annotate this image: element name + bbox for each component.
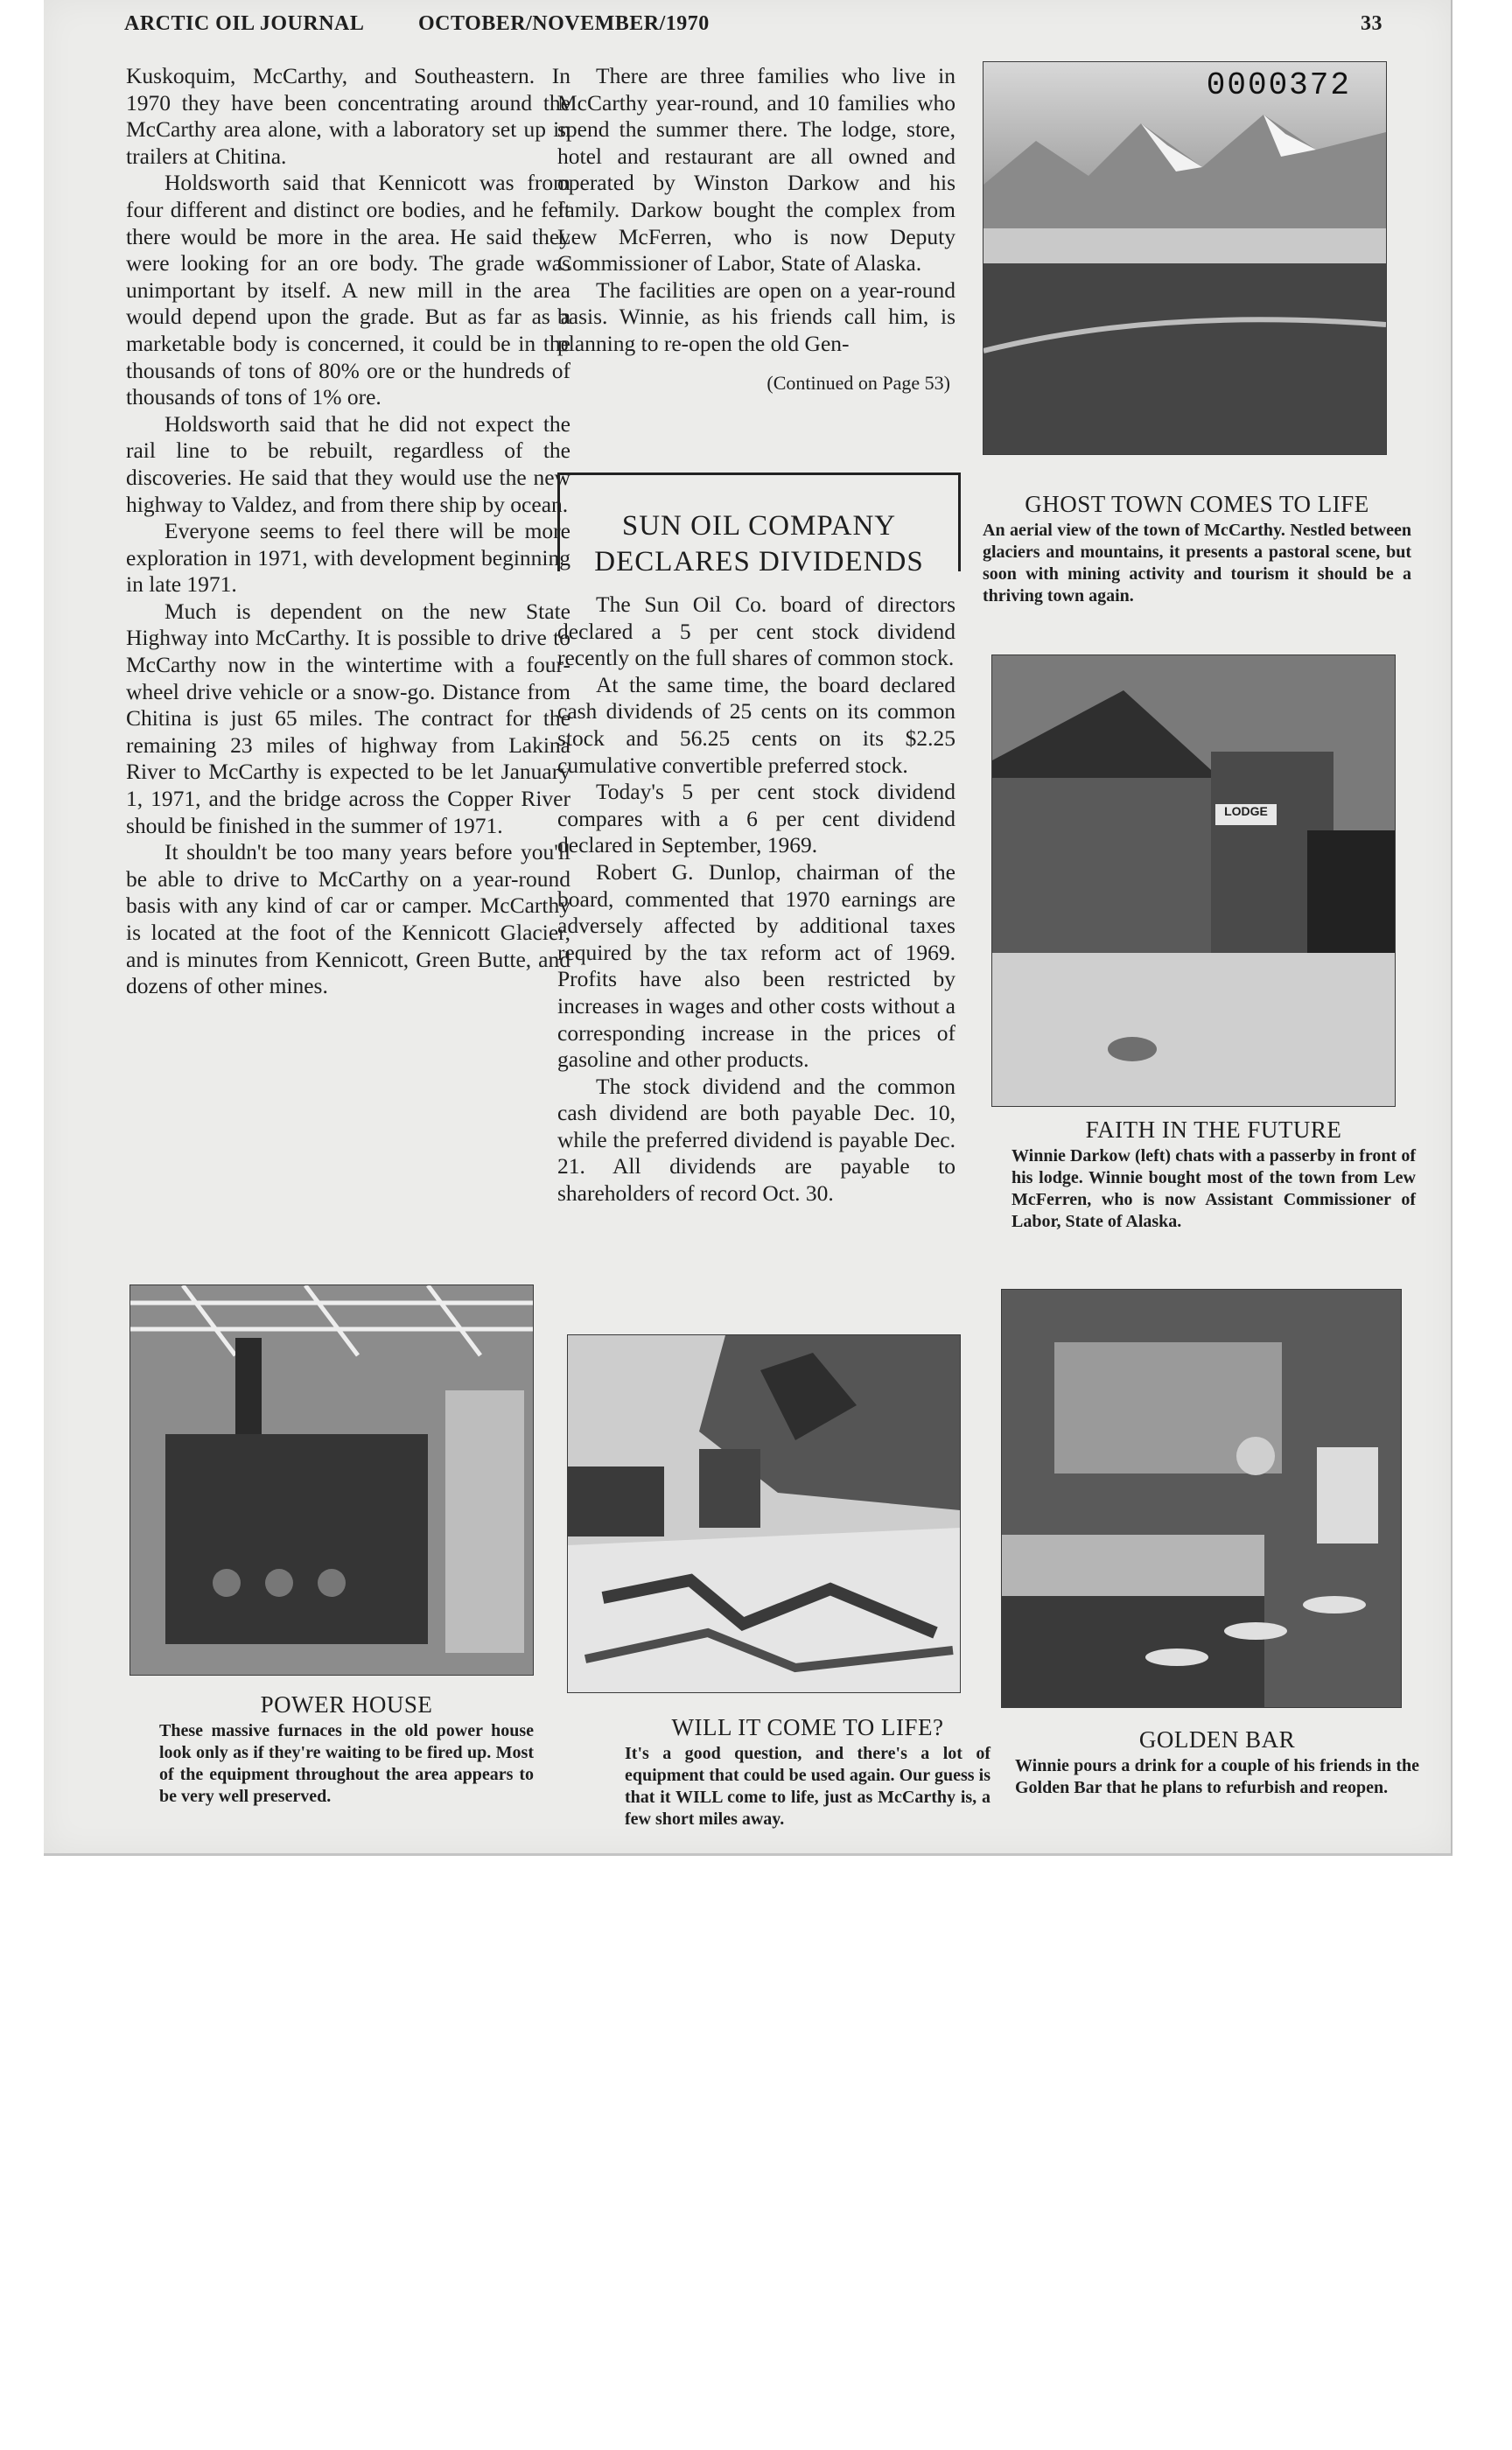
aerial-mountains-graphic — [984, 62, 1386, 454]
journal-name: ARCTIC OIL JOURNAL — [124, 12, 365, 35]
newspaper-page — [44, 0, 1452, 1856]
caption-title: GOLDEN BAR — [1138, 1726, 1296, 1753]
caption-title: WILL IT COME TO LIFE? — [671, 1714, 944, 1740]
lodge-graphic — [992, 655, 1395, 1106]
sun-oil-headline-box — [557, 472, 961, 578]
sun-oil-article — [557, 592, 956, 1208]
paragraph: Today's 5 per cent stock dividend compares with a 6 per cent dividend declared in September, 1969. — [557, 779, 956, 858]
paragraph: There are three families who live in McCarthy year-round, and 10 families who spend the summer there. The lodge, store, hotel and restaurant are all owned and operated by Winston Darkow and his family. Darkow bought the complex from Lew McFerren, who is now Deputy Commissioner of Labor, State of Alaska. — [557, 63, 956, 276]
page-number: 33 — [1361, 12, 1382, 35]
paragraph: Robert G. Dunlop, chairman of the board, commented that 1970 earnings are adversely affected by additional taxes required by the tax reform act of 1969. Profits have also been restricted by increases in wages and other costs without a corresponding increase in the prices of gasoline and other products. — [557, 858, 956, 1073]
continued-notice: (Continued on Page 53) — [766, 371, 950, 394]
aerial-caption — [983, 490, 1411, 607]
paragraph: Kuskoquim, McCarthy, and Southeastern. In 1970 they have been concentrating around the McCarthy area alone, with a laboratory set up in trailers at Chitina. — [126, 63, 570, 169]
caption-title: FAITH IN THE FUTURE — [1085, 1116, 1342, 1143]
caption-title: POWER HOUSE — [260, 1691, 433, 1718]
caption-body: An aerial view of the town of McCarthy. Nestled between glaciers and mountains, it presents a pastoral scene, but soon with mining activity and tourism it should be a thriving town again. — [983, 521, 1411, 606]
article-column-1 — [126, 63, 570, 1000]
paragraph: Much is dependent on the new State Highway into McCarthy. It is possible to drive to McCarthy now in the wintertime with a four-wheel drive vehicle or a snow-go. Distance from Chitina is just 65 miles. The contract for the remaining 23 miles of highway from Lakina River to McCarthy is expected to be let January 1, 1971, and the bridge across the Copper River should be finished in the summer of 1971. — [126, 598, 570, 838]
lodge-photo — [991, 654, 1396, 1107]
paragraph: It shouldn't be too many years before you'll be able to drive to McCarthy on a year-round basis with any kind of car or camper. McCarthy is located at the foot of the Kennicott Glacier, and is minutes from Kennicott, Green Butte, and dozens of other mines. — [126, 839, 570, 999]
caption-body: These massive furnaces in the old power house look only as if they're waiting to be fired up. Most of the equipment throughout the area appears to be very well preserved. — [159, 1721, 534, 1806]
issue-date: OCTOBER/NOVEMBER/1970 — [418, 12, 710, 35]
paragraph: The facilities are open on a year-round basis. Winnie, as his friends call him, is planning to re-open the old Gen- — [557, 276, 956, 356]
paragraph: The stock dividend and the common cash dividend are both payable Dec. 10, while the preferred dividend is payable Dec. 21. All dividends are payable to shareholders of record Oct. 30. — [557, 1073, 956, 1207]
paragraph: The Sun Oil Co. board of directors declared a 5 per cent stock dividend recently on the full shares of common stock. — [557, 592, 956, 671]
caption-body: Winnie pours a drink for a couple of his friends in the Golden Bar that he plans to refurbish and reopen. — [1015, 1756, 1419, 1797]
aerial-photo — [983, 61, 1387, 455]
lodge-caption — [1012, 1116, 1416, 1233]
caption-title: GHOST TOWN COMES TO LIFE — [1025, 491, 1369, 517]
power-house-photo — [130, 1284, 534, 1676]
power-house-caption — [159, 1690, 534, 1808]
paragraph: Holdsworth said that Kennicott was from four different and distinct ore bodies, and he felt there would be more in the area. He said they were looking for an ore body. The grade was unimportant by itself. A new mill in the area would depend upon the grade. But as far as a marketable body is concerned, it could be in the thousands of tons of 80% ore or the hundreds of thousands of tons of 1% ore. — [126, 170, 570, 410]
sun-oil-headline: SUN OIL COMPANY DECLARES DIVIDENDS — [594, 510, 924, 578]
caption-body: Winnie Darkow (left) chats with a passerby in front of his lodge. Winnie bought most of the town from Lew McFerren, who is now Assistant Commissioner of Labor, State of Alaska. — [1012, 1146, 1416, 1231]
lodge-sign: LODGE — [1224, 804, 1268, 818]
mill-graphic — [568, 1335, 960, 1692]
archive-stamp: 0000372 — [1206, 67, 1351, 103]
mill-photo — [567, 1334, 961, 1693]
power-house-graphic — [130, 1285, 533, 1675]
golden-bar-photo — [1001, 1289, 1402, 1708]
paragraph: At the same time, the board declared cash dividends of 25 cents on its common stock and 56.25 cents on its $2.25 cumulative convertible preferred stock. — [557, 671, 956, 778]
article-column-2 — [557, 63, 956, 396]
mill-caption — [625, 1713, 990, 1830]
paragraph: Holdsworth said that he did not expect the rail line to be rebuilt, regardless of the discoveries. He said that they would use the new highway to Valdez, and from there ship by ocean. — [126, 410, 570, 517]
paragraph: Everyone seems to feel there will be more exploration in 1971, with development beginning in late 1971. — [126, 518, 570, 598]
golden-bar-graphic — [1002, 1290, 1401, 1707]
golden-bar-caption — [1015, 1726, 1419, 1799]
caption-body: It's a good question, and there's a lot of equipment that could be used again. Our guess is that it WILL come to life, just as McCarthy is, a few short miles away. — [625, 1744, 990, 1829]
